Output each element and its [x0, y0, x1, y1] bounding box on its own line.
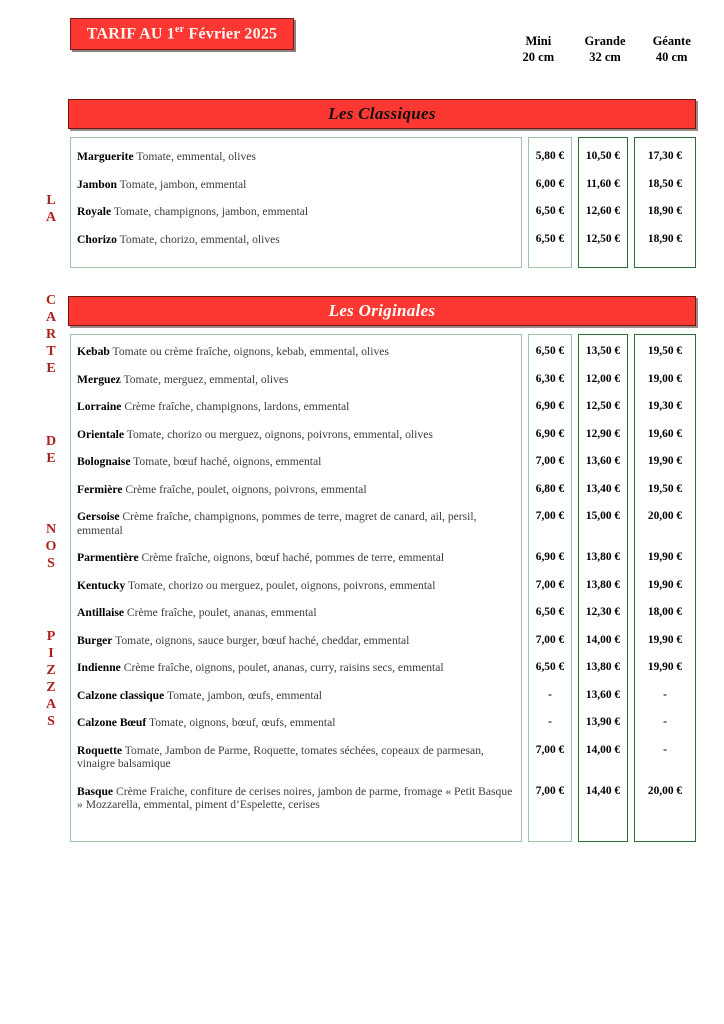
price-mini: 7,00 € [535, 510, 565, 522]
price-geante: 18,50 € [647, 177, 683, 190]
price-mini: 7,00 € [535, 455, 565, 467]
side-caption-letter: E [46, 361, 56, 376]
page-title-suffix: Février 2025 [184, 25, 278, 43]
side-caption-letter: D [45, 434, 57, 449]
pizza-name: Marguerite [77, 150, 134, 163]
pizza-row [77, 785, 513, 812]
section-banner-originales [68, 296, 696, 326]
side-caption-letter: R [45, 327, 57, 342]
side-caption-letter: N [45, 522, 57, 537]
section-banner-classiques [68, 99, 696, 129]
pizza-name: Gersoise [77, 510, 120, 523]
pizza-list-classiques [70, 137, 522, 268]
price-column-classiques-grande [578, 137, 628, 268]
pizza-row [77, 455, 513, 469]
size-header-geante-name: Géante [652, 34, 691, 48]
price-grande: 14,40 € [585, 784, 621, 797]
side-caption-letter: O [45, 539, 57, 554]
price-geante: 19,90 € [647, 455, 683, 467]
price-geante: 19,90 € [647, 578, 683, 591]
pizza-row [77, 744, 513, 771]
side-caption-carte [38, 292, 64, 377]
price-mini: 7,00 € [535, 743, 565, 756]
pizza-description: Crème fraîche, poulet, ananas, emmental [124, 606, 317, 619]
price-geante: - [663, 743, 667, 756]
page-title-prefix: TARIF AU 1 [86, 25, 175, 43]
side-caption-letter: A [45, 310, 57, 325]
price-mini: 5,80 € [535, 150, 565, 162]
pizza-description: Tomate, merguez, emmental, olives [120, 372, 289, 386]
side-caption-letter: L [46, 193, 56, 208]
pizza-row [77, 606, 513, 620]
price-geante: 17,30 € [647, 150, 683, 162]
price-geante: 19,50 € [647, 345, 683, 357]
side-caption-letter: T [46, 344, 56, 359]
price-geante: 19,90 € [647, 661, 683, 673]
side-caption-letter: S [47, 714, 55, 729]
pizza-row [77, 483, 513, 497]
pizza-row [77, 178, 513, 192]
size-header-mini [505, 33, 572, 65]
pizza-name: Jambon [77, 177, 117, 191]
price-mini: 6,50 € [535, 232, 565, 245]
price-column-classiques-mini [528, 137, 572, 268]
price-mini: 6,80 € [535, 482, 565, 495]
pizza-description: Tomate, oignons, bœuf, œufs, emmental [146, 716, 336, 729]
side-caption-letter: P [46, 629, 56, 644]
pizza-description: Tomate, Jambon de Parme, Roquette, tomates séchées, copeaux de parmesan, vinaigre balsamique [77, 743, 484, 770]
price-geante: 18,00 € [647, 606, 683, 618]
pizza-name: Kentucky [77, 578, 126, 592]
price-column-originales-grande [578, 334, 628, 842]
pizza-description: Tomate, emmental, olives [133, 150, 256, 163]
price-grande: 12,50 € [585, 400, 621, 412]
price-mini: 6,00 € [535, 177, 565, 190]
pizza-name: Bolognaise [77, 455, 131, 468]
price-grande: 13,90 € [585, 716, 621, 728]
pizza-name: Basque [77, 784, 114, 798]
pizza-name: Antillaise [77, 606, 125, 619]
pizza-description: Tomate, jambon, œufs, emmental [164, 688, 322, 702]
price-grande: 14,00 € [585, 743, 621, 756]
pizza-name: Burger [77, 633, 113, 647]
pizza-name: Roquette [77, 743, 123, 757]
pizza-description: Crème fraîche, poulet, oignons, poivrons, emmental [122, 482, 367, 496]
price-geante: 19,30 € [647, 400, 683, 412]
size-column-headers [505, 33, 705, 65]
pizza-description: Crème fraîche, oignons, poulet, ananas, curry, raisins secs, emmental [120, 661, 444, 674]
side-caption-pizzas [38, 628, 64, 730]
price-grande: 13,60 € [585, 455, 621, 467]
pizza-name: Orientale [77, 427, 125, 441]
pizza-row [77, 716, 513, 730]
price-column-originales-mini [528, 334, 572, 842]
side-caption-letter: I [48, 646, 54, 661]
pizza-name: Royale [77, 205, 112, 218]
size-header-geante-diameter: 40 cm [655, 50, 688, 64]
price-mini: 6,50 € [535, 661, 565, 673]
price-geante: 18,90 € [647, 232, 683, 245]
price-grande: 15,00 € [585, 510, 621, 522]
price-mini: 6,50 € [535, 205, 565, 217]
price-grande: 13,80 € [585, 578, 621, 591]
pizza-name: Parmentière [77, 551, 139, 564]
pizza-description: Tomate, oignons, sauce burger, bœuf haché, cheddar, emmental [112, 633, 410, 647]
price-mini: 6,90 € [535, 551, 565, 563]
price-mini: 6,90 € [535, 427, 565, 440]
size-header-grande-diameter: 32 cm [589, 50, 621, 64]
price-grande: 13,60 € [585, 688, 621, 701]
pizza-row [77, 689, 513, 703]
price-geante: 19,60 € [647, 427, 683, 440]
pizza-row [77, 510, 513, 537]
size-header-geante [638, 33, 705, 65]
pizza-description: Tomate, bœuf haché, oignons, emmental [130, 455, 322, 468]
section-title-classiques: Les Classiques [328, 104, 436, 123]
pizza-description: Tomate, champignons, jambon, emmental [111, 205, 309, 218]
section-title-originales: Les Originales [328, 301, 436, 320]
size-header-grande [572, 33, 639, 65]
pizza-description: Crème fraîche, oignons, bœuf haché, pommes de terre, emmental [138, 551, 445, 564]
price-grande: 12,60 € [585, 205, 621, 217]
page-title [87, 24, 277, 43]
pizza-description: Tomate, chorizo, emmental, olives [116, 232, 280, 246]
price-mini: 6,30 € [535, 372, 565, 385]
price-grande: 12,30 € [585, 606, 621, 618]
pizza-row [77, 661, 513, 675]
price-grande: 13,80 € [585, 661, 621, 673]
pizza-description: Crème Fraiche, confiture de cerises noires, jambon de parme, fromage « Petit Basque » Mozzarella, emmental, piment d’Espelette, cerises [77, 784, 513, 811]
pizza-name: Indienne [77, 661, 121, 674]
side-caption-letter: A [45, 210, 57, 225]
price-grande: 13,40 € [585, 482, 621, 495]
side-caption-letter: Z [46, 663, 56, 678]
price-geante: 19,90 € [647, 633, 683, 646]
price-grande: 13,50 € [585, 345, 621, 357]
pizza-row [77, 150, 513, 164]
page-title-ordinal: er [175, 24, 185, 36]
price-grande: 12,00 € [585, 372, 621, 385]
price-mini: 7,00 € [535, 784, 565, 797]
side-caption-letter: C [45, 293, 57, 308]
size-header-grande-name: Grande [584, 34, 626, 48]
price-geante: 19,50 € [647, 482, 683, 495]
price-column-originales-geante [634, 334, 696, 842]
pizza-name: Merguez [77, 372, 121, 386]
side-caption-nos [38, 521, 64, 572]
price-grande: 11,60 € [586, 177, 620, 190]
price-grande: 13,80 € [585, 551, 621, 563]
pizza-row [77, 579, 513, 593]
pizza-row [77, 551, 513, 565]
price-geante: - [663, 716, 667, 728]
pizza-list-originales [70, 334, 522, 842]
tarif-title-banner [70, 18, 294, 50]
price-grande: 10,50 € [585, 150, 621, 162]
price-geante: 20,00 € [647, 784, 683, 797]
price-mini: 6,90 € [535, 400, 565, 412]
price-geante: 19,00 € [647, 372, 683, 385]
pizza-row [77, 233, 513, 247]
pizza-name: Lorraine [77, 400, 122, 413]
price-grande: 14,00 € [585, 633, 621, 646]
side-caption-letter: A [45, 697, 57, 712]
price-geante: 18,90 € [647, 205, 683, 217]
price-grande: 12,50 € [585, 232, 621, 245]
price-mini: 6,50 € [535, 606, 565, 618]
side-caption-letter: E [46, 451, 56, 466]
side-caption-letter: Z [46, 680, 56, 695]
pizza-name: Kebab [77, 345, 110, 358]
pizza-description: Tomate, chorizo ou merguez, oignons, poivrons, emmental, olives [124, 427, 433, 441]
price-grande: 12,90 € [585, 427, 621, 440]
pizza-description: Tomate ou crème fraîche, oignons, kebab, emmental, olives [109, 345, 389, 358]
price-geante: 20,00 € [647, 510, 683, 522]
pizza-row [77, 428, 513, 442]
size-header-mini-name: Mini [525, 34, 552, 48]
pizza-row [77, 373, 513, 387]
side-caption-la [38, 192, 64, 226]
pizza-description: Crème fraîche, champignons, lardons, emmental [121, 400, 350, 413]
price-mini: 7,00 € [535, 633, 565, 646]
price-geante: 19,90 € [647, 551, 683, 563]
price-mini: - [548, 688, 552, 701]
pizza-name: Calzone classique [77, 688, 165, 702]
side-caption-de [38, 433, 64, 467]
pizza-name: Fermière [77, 482, 123, 496]
pizza-description: Tomate, chorizo ou merguez, poulet, oignons, poivrons, emmental [125, 578, 436, 592]
pizza-name: Calzone Bœuf [77, 716, 147, 729]
pizza-row [77, 400, 513, 414]
price-column-classiques-geante [634, 137, 696, 268]
pizza-row [77, 345, 513, 359]
pizza-name: Chorizo [77, 232, 117, 246]
pizza-description: Crème fraîche, champignons, pommes de terre, magret de canard, ail, persil, emmental [77, 510, 477, 537]
size-header-mini-diameter: 20 cm [522, 50, 555, 64]
pizza-row [77, 205, 513, 219]
pizza-description: Tomate, jambon, emmental [116, 177, 247, 191]
pizza-row [77, 634, 513, 648]
price-mini: 6,50 € [535, 345, 565, 357]
price-mini: 7,00 € [535, 578, 565, 591]
side-caption-letter: S [47, 556, 55, 571]
price-mini: - [548, 716, 552, 728]
price-geante: - [663, 688, 667, 701]
